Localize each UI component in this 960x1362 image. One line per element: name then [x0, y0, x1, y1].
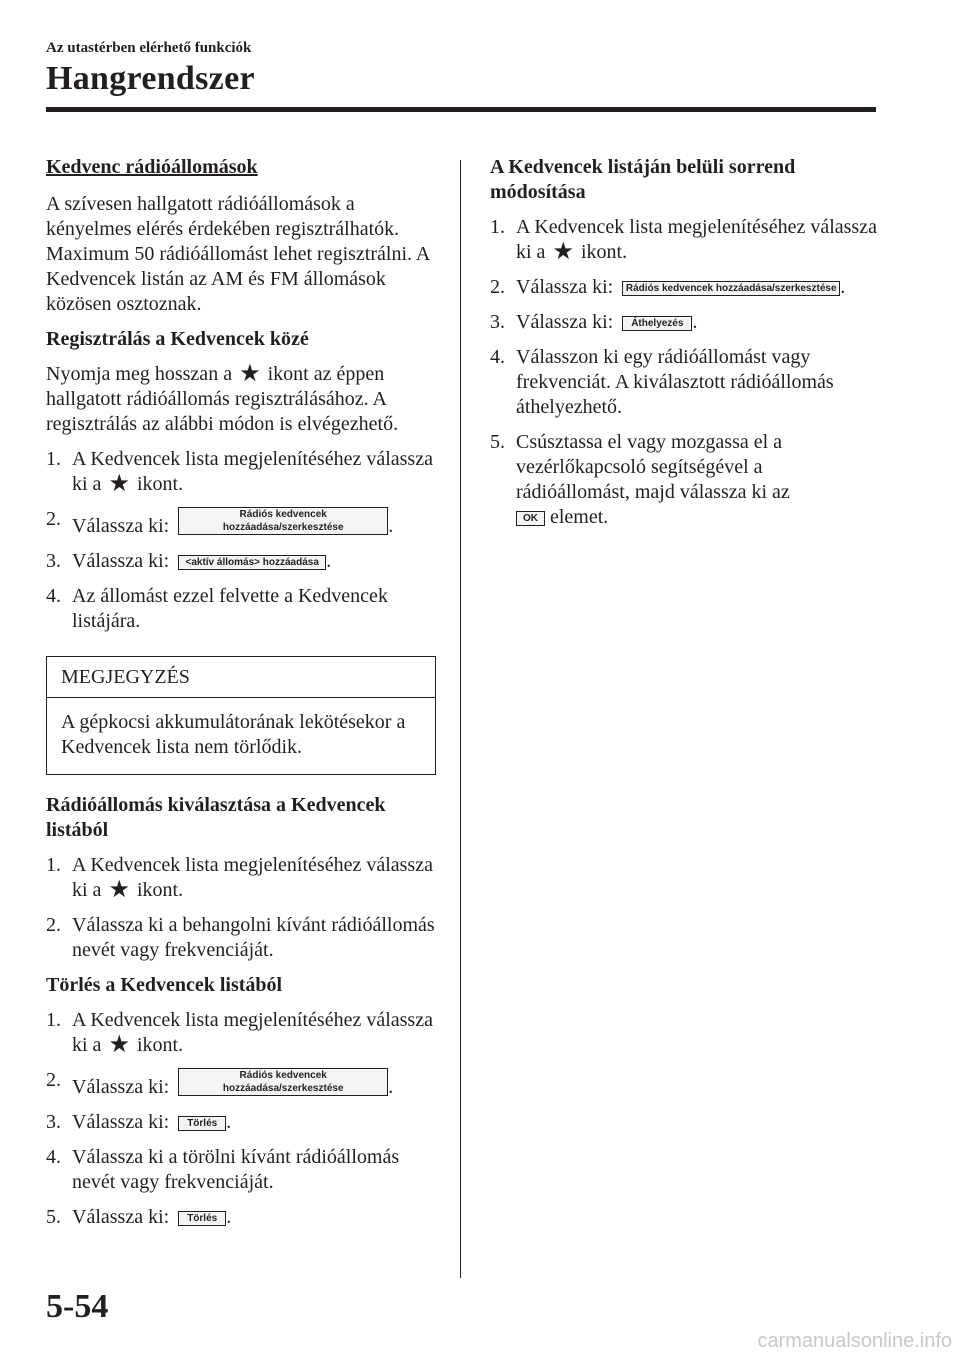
step-text — [516, 275, 880, 300]
reorder-steps — [490, 215, 880, 530]
step-text-after: . — [840, 276, 846, 298]
star-icon: ★ — [552, 237, 574, 265]
delete-heading: Törlés a Kedvencek listából — [46, 974, 283, 996]
section-title: Az utastérben elérhető funkciók — [46, 40, 252, 56]
step-text — [72, 1068, 436, 1100]
step-number: 2. — [490, 276, 505, 298]
step-number: 5. — [46, 1206, 61, 1228]
move-button: Áthelyezés — [622, 316, 692, 331]
step-text-after: ikont. — [136, 473, 184, 495]
register-text-after: ikont az éppen hallgatott rádióállomás regisztrálásához. A regisztrálás az alábbi módon is elvégezhető. — [46, 363, 399, 435]
step-number: 2. — [46, 508, 61, 530]
reorder-heading: A Kedvencek listáján belüli sorrend módosítása — [490, 156, 796, 203]
step-number: 4. — [46, 1146, 61, 1168]
step-text — [72, 447, 436, 497]
register-text-before: Nyomja meg hosszan a — [46, 363, 233, 385]
step-number: 3. — [46, 1111, 61, 1133]
step-text: Az állomást ezzel felvette a Kedvencek listájára. — [72, 585, 388, 632]
step-text — [72, 853, 436, 903]
step-text-after: elemet. — [550, 506, 609, 528]
step-text-after: . — [226, 1206, 232, 1228]
list-item — [490, 215, 880, 265]
step-number: 3. — [490, 311, 505, 333]
step-text — [72, 1110, 436, 1135]
step-text-before: Válassza ki: — [516, 276, 614, 298]
step-text-before: Válassza ki: — [72, 1111, 170, 1133]
step-text-after: . — [326, 550, 332, 572]
left-column — [46, 155, 436, 1240]
step-text-after: ikont. — [580, 241, 628, 263]
step-number: 4. — [490, 346, 505, 368]
star-icon: ★ — [108, 875, 130, 903]
step-number: 1. — [46, 448, 61, 470]
register-heading: Regisztrálás a Kedvencek közé — [46, 328, 309, 350]
register-steps — [46, 447, 436, 634]
step-text-before: A Kedvencek lista megjelenítéséhez válassza ki a — [516, 216, 877, 263]
step-text-before: Csúsztassa el vagy mozgassa el a vezérlőkapcsoló segítségével a rádióállomást, majd válassza ki az — [516, 431, 790, 503]
delete-button: Törlés — [178, 1116, 226, 1131]
list-item — [490, 345, 880, 420]
step-text-before: Válassza ki: — [72, 1076, 170, 1098]
list-item — [46, 1068, 436, 1100]
add-edit-favorites-button: Rádiós kedvencek hozzáadása/szerkesztése — [178, 507, 388, 535]
step-number: 2. — [46, 914, 61, 936]
step-text — [516, 430, 880, 530]
step-text — [72, 1008, 436, 1058]
step-text-before: A Kedvencek lista megjelenítéséhez válassza ki a — [72, 854, 433, 901]
star-icon: ★ — [108, 469, 130, 497]
step-text-after: ikont. — [136, 879, 184, 901]
delete-steps — [46, 1008, 436, 1230]
watermark: carmanualsonline.info — [757, 1330, 952, 1352]
step-text-before: Válassza ki: — [72, 550, 170, 572]
note-title: MEGJEGYZÉS — [47, 657, 435, 698]
header-rule — [46, 107, 876, 112]
step-number: 3. — [46, 550, 61, 572]
list-item — [46, 549, 436, 574]
list-item — [46, 447, 436, 497]
list-item — [46, 1145, 436, 1195]
star-icon: ★ — [239, 359, 261, 387]
list-item — [490, 430, 880, 530]
column-divider — [460, 160, 461, 1278]
step-text: Válassza ki a behangolni kívánt rádióállomás nevét vagy frekvenciáját. — [72, 914, 435, 961]
step-text-after: . — [226, 1111, 232, 1133]
step-text — [72, 549, 436, 574]
list-item — [490, 310, 880, 335]
step-text-after: . — [388, 1076, 394, 1098]
step-text — [516, 215, 880, 265]
step-number: 1. — [46, 854, 61, 876]
favorites-intro: A szívesen hallgatott rádióállomások a kényelmes elérés érdekében regisztrálhatók. Maximum 50 rádióállomást lehet regisztrálni. A Kedvencek listán az AM és FM állomások közösen osztoznak. — [46, 193, 430, 315]
list-item — [490, 275, 880, 300]
add-active-station-button: <aktív állomás> hozzáadása — [178, 555, 326, 570]
right-column — [490, 155, 880, 540]
select-heading: Rádióállomás kiválasztása a Kedvencek listából — [46, 794, 386, 841]
step-text-before: A Kedvencek lista megjelenítéséhez válassza ki a — [72, 448, 433, 495]
add-edit-favorites-button: Rádiós kedvencek hozzáadása/szerkesztése — [622, 281, 840, 296]
step-number: 1. — [46, 1009, 61, 1031]
step-text-after: ikont. — [136, 1034, 184, 1056]
step-text-before: Válassza ki: — [72, 1206, 170, 1228]
star-icon: ★ — [108, 1030, 130, 1058]
select-steps — [46, 853, 436, 963]
list-item — [46, 1008, 436, 1058]
list-item — [46, 507, 436, 539]
list-item — [46, 584, 436, 634]
favorites-heading: Kedvenc rádióállomások — [46, 156, 258, 178]
step-number: 4. — [46, 585, 61, 607]
list-item — [46, 1205, 436, 1230]
register-text — [46, 359, 436, 437]
step-text-before: A Kedvencek lista megjelenítéséhez válassza ki a — [72, 1009, 433, 1056]
list-item — [46, 1110, 436, 1135]
page-title: Hangrendszer — [46, 60, 255, 97]
step-number: 5. — [490, 431, 505, 453]
step-number: 2. — [46, 1069, 61, 1091]
list-item — [46, 913, 436, 963]
list-item — [46, 853, 436, 903]
note-text: A gépkocsi akkumulátorának lekötésekor a Kedvencek lista nem törlődik. — [61, 711, 406, 758]
step-text-before: Válassza ki: — [72, 515, 170, 537]
delete-button: Törlés — [178, 1211, 226, 1226]
step-text-before: Válassza ki: — [516, 311, 614, 333]
step-text-after: . — [388, 515, 394, 537]
note-box — [46, 656, 436, 775]
step-text — [516, 310, 880, 335]
step-text — [72, 507, 436, 539]
step-text-after: . — [692, 311, 698, 333]
ok-button: OK — [516, 511, 545, 526]
step-number: 1. — [490, 216, 505, 238]
step-text: Válassza ki a törölni kívánt rádióállomás nevét vagy frekvenciáját. — [72, 1146, 400, 1193]
add-edit-favorites-button: Rádiós kedvencek hozzáadása/szerkesztése — [178, 1068, 388, 1096]
step-text — [72, 1205, 436, 1230]
page-number: 5-54 — [46, 1288, 109, 1325]
step-text: Válasszon ki egy rádióállomást vagy frekvenciát. A kiválasztott rádióállomás áthelyezhető. — [516, 346, 834, 418]
